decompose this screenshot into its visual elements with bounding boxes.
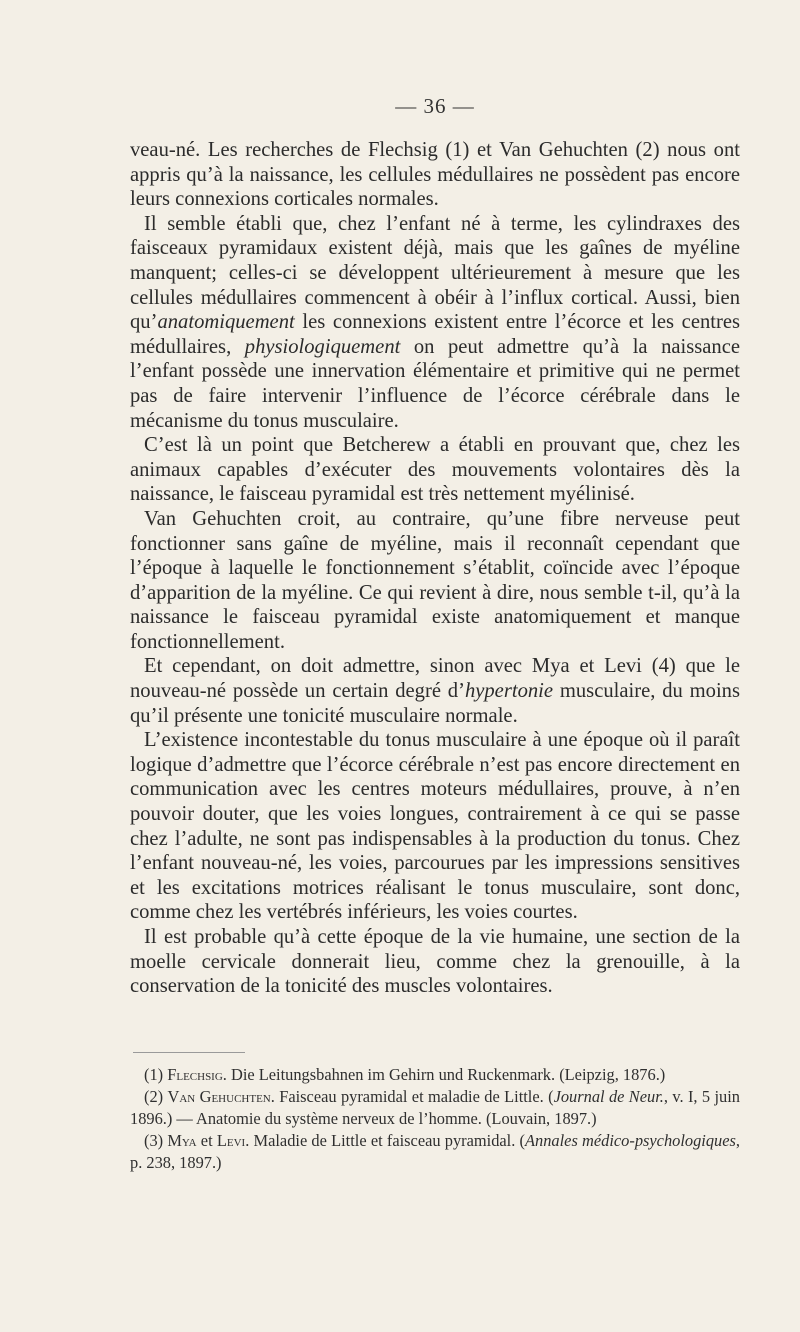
paragraph-7: Il est probable qu’à cette époque de la vie humaine, une section de la moelle cervicale donnerait lieu, comme chez la grenouille, à la conservation de la tonicité des muscles volontaires.	[130, 926, 740, 998]
paragraph-1: veau-né. Les recherches de Flechsig (1) et Van Gehuchten (2) nous ont appris qu’à la naissance, les cellules médullaires ne possèdent pas encore leurs connexions corticales normales.	[130, 139, 740, 211]
footnote-2: (2) Van Gehuchten. Faisceau pyramidal et maladie de Little. (Journal de Neur., v. I, 5 juin 1896.) — Anatomie du système nerveux de l’homme. (Louvain, 1897.)	[130, 1087, 740, 1128]
footnote-author: Flechsig.	[167, 1065, 227, 1084]
main-text	[130, 138, 740, 999]
footnote-author: Mya	[167, 1131, 197, 1151]
footnotes	[130, 1064, 740, 1174]
footnote-author: Levi.	[216, 1131, 250, 1151]
paragraph-3: C’est là un point que Betcherew a établi en prouvant que, chez les animaux capables d’exécuter des mouvements volontaires dès la naissance, le faisceau pyramidal est très nettement myélinisé.	[130, 434, 740, 506]
paragraph-2: Il semble établi que, chez l’enfant né à terme, les cylindraxes des faisceaux pyramidaux existent déjà, mais que les gaînes de myéline manquent; celles-ci se développent ultérieurement à mesure que les cellules médullaires commencent à obéir à l’influx cortical. Aussi, bien qu’anatomiquement les connexions existent entre l’écorce et les centres médullaires, physiologiquement on peut admettre qu’à la naissance l’enfant possède une innervation élémentaire et primitive qui ne permet pas de faire intervenir l’influence de l’écorce cérébrale dans le mécanisme du tonus musculaire.	[130, 212, 740, 432]
page-number: — 36 —	[395, 94, 475, 118]
footnote-1: (1) Flechsig. Die Leitungsbahnen im Gehirn und Ruckenmark. (Leipzig, 1876.)	[144, 1065, 666, 1084]
italic-anatomiquement: anatomiquement	[157, 311, 295, 334]
paragraph-4: Van Gehuchten croit, au contraire, qu’une fibre nerveuse peut fonctionner sans gaîne de myéline, mais il reconnaît cependant que l’époque à laquelle le fonctionnement s’établit, coïncide avec l’époque d’apparition de la myéline. Ce qui revient à dire, nous semble t-il, qu’à la naissance le faisceau pyramidal existe anatomiquement et manque fonctionnellement.	[130, 507, 740, 653]
italic-hypertonie: hypertonie	[464, 680, 554, 703]
footnote-3: (3) Mya et Levi. Maladie de Little et faisceau pyramidal. (Annales médico-psychologiques, p. 238, 1897.)	[130, 1131, 740, 1172]
paragraph-5: Et cependant, on doit admettre, sinon avec Mya et Levi (4) que le nouveau-né possède un certain degré d’hypertonie musculaire, du moins qu’il présente une tonicité musculaire normale.	[130, 655, 740, 727]
footnote-journal: Journal de Neur.	[553, 1087, 664, 1107]
paragraph-6: L’existence incontestable du tonus musculaire à une époque où il paraît logique d’admettre que l’écorce cérébrale n’est pas encore directement en communication avec les centres moteurs médullaires, prouve, à n’en pouvoir douter, que les voies longues, contrairement à ce qui se passe chez l’adulte, ne sont pas indispensables à la production du tonus. Chez l’enfant nouveau-né, les voies, parcourues par les impressions sensitives et les excitations motrices réalisant le tonus musculaire, sont donc, comme chez les vertébrés inférieurs, les voies courtes.	[130, 729, 740, 924]
footnote-journal: Annales médico-psychologiques	[525, 1131, 736, 1151]
footnote-divider	[133, 1052, 245, 1053]
italic-physiologiquement: physiologiquement	[244, 335, 401, 358]
footnote-author: Van Gehuchten.	[167, 1087, 275, 1107]
